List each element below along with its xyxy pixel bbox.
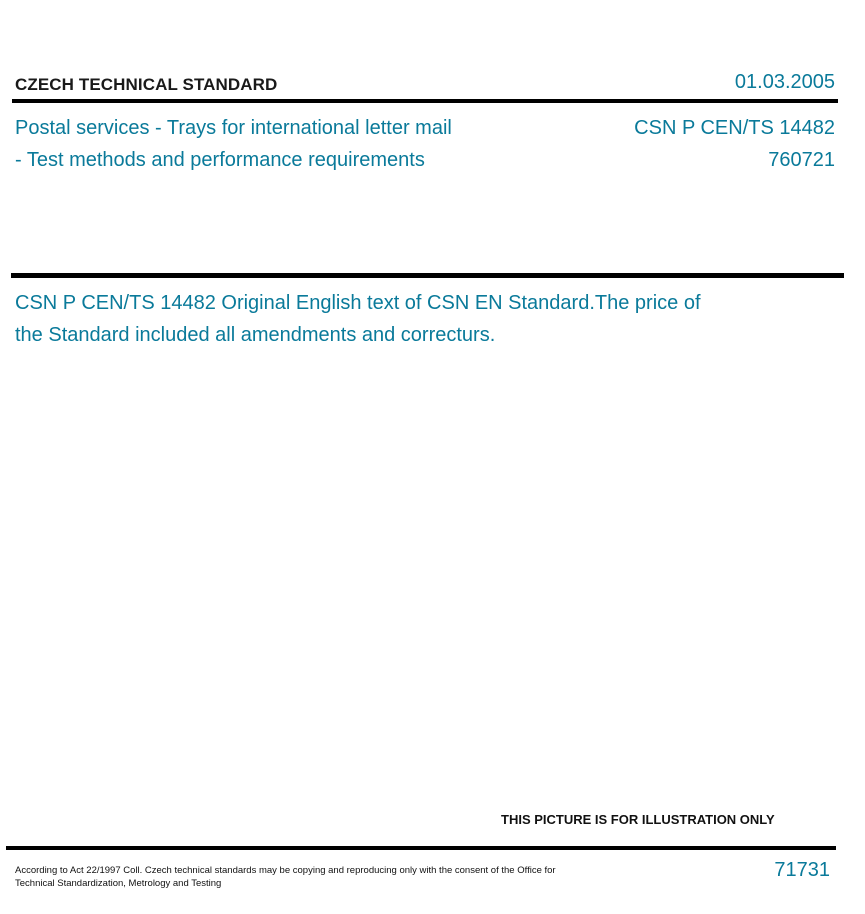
document-header-title: CZECH TECHNICAL STANDARD (15, 75, 278, 94)
footer-divider (6, 846, 836, 850)
standard-description: CSN P CEN/TS 14482 Original English text of CSN EN Standard.The price of the Standard included all amendments and correcturs. (15, 292, 701, 346)
illustration-notice: THIS PICTURE IS FOR ILLUSTRATION ONLY (501, 812, 775, 827)
legal-notice: According to Act 22/1997 Coll. Czech technical standards may be copying and reproducing only with the consent of the Office for Technical Standardization, Metrology and Testing (15, 865, 556, 889)
classification-number: 760721 (768, 149, 835, 171)
standard-title-line-2: - Test methods and performance requirements (15, 149, 425, 171)
standard-title-line-1: Postal services - Trays for international letter mail (15, 117, 452, 139)
header-divider (12, 99, 838, 103)
standard-code: CSN P CEN/TS 14482 (634, 117, 835, 139)
section-divider (11, 273, 844, 278)
footer-number: 71731 (774, 859, 830, 881)
publication-date: 01.03.2005 (734, 71, 835, 93)
